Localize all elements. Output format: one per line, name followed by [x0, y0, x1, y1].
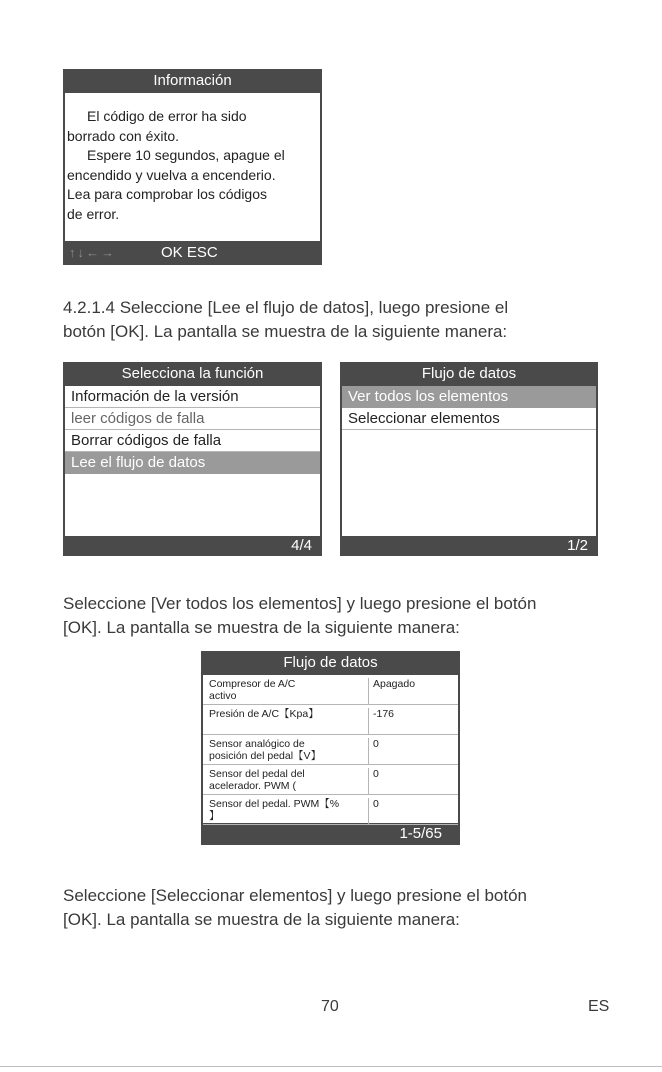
ok-esc-keys: OK ESC [161, 244, 218, 261]
info-line: El código de error ha sido [87, 108, 247, 124]
instruction-paragraph-2 [63, 592, 536, 640]
row-value: 0 [368, 738, 458, 764]
paragraph-line: Seleccione [Seleccionar elementos] y luego presione el botón [63, 886, 528, 905]
info-line: encendido y vuelva a encenderio. [67, 166, 276, 183]
info-screen-footer [63, 241, 322, 265]
info-screen-body [65, 93, 320, 241]
table-row[interactable] [203, 705, 458, 735]
menu-item-read-codes[interactable]: leer códigos de falla [65, 408, 320, 430]
row-value: 0 [368, 798, 458, 824]
menu-item-data-stream[interactable]: Lee el flujo de datos [65, 452, 320, 474]
paragraph-line: [OK]. La pantalla se muestra de la siguiente manera: [63, 618, 460, 637]
row-name [209, 678, 364, 702]
function-menu-page: 4/4 [291, 537, 312, 554]
row-name-line: Presión de A/C【Kpa】 [209, 708, 319, 720]
table-row[interactable] [203, 675, 458, 705]
instruction-paragraph-3 [63, 884, 527, 932]
row-name [209, 738, 364, 762]
row-value: Apagado [368, 678, 458, 704]
data-stream-table-screen [201, 651, 460, 845]
row-name-line: activo [209, 690, 237, 702]
function-menu-list [65, 386, 320, 536]
info-line: Lea para comprobar los códigos [67, 186, 268, 202]
data-stream-table [203, 675, 458, 823]
paragraph-line: 4.2.1.4 Seleccione [Lee el flujo de datos], luego presione el [63, 298, 509, 317]
data-stream-menu-screen [340, 362, 598, 556]
menu-item-version-info[interactable]: Información de la versión [65, 386, 320, 408]
row-name-line: Sensor del pedal. PWM【% [209, 798, 340, 810]
language-code: ES [588, 998, 610, 1015]
row-value: -176 [368, 708, 458, 734]
row-name [209, 798, 364, 822]
data-stream-menu-page: 1/2 [567, 537, 588, 554]
row-name-line: Sensor analógico de [209, 738, 305, 750]
data-stream-menu-title: Flujo de datos [421, 365, 517, 382]
data-stream-table-page: 1-5/65 [399, 825, 442, 842]
data-stream-menu-list [342, 386, 596, 536]
row-name-line: 】 [209, 810, 220, 822]
row-name-line: Compresor de A/C [209, 678, 296, 690]
info-line: de error. [67, 205, 120, 222]
paragraph-line: Seleccione [Ver todos los elementos] y luego presione el botón [63, 594, 537, 613]
info-line: borrado con éxito. [67, 127, 180, 144]
row-value: 0 [368, 768, 458, 794]
data-stream-table-title: Flujo de datos [283, 654, 378, 671]
row-name [209, 768, 364, 792]
row-name-line: acelerador. PWM ( [209, 780, 296, 792]
bottom-divider [0, 1066, 662, 1067]
function-menu-screen [63, 362, 322, 556]
instruction-paragraph-1 [63, 296, 508, 344]
table-row[interactable] [203, 765, 458, 795]
menu-item-select-items[interactable]: Seleccionar elementos [342, 408, 596, 430]
row-name [209, 708, 364, 720]
info-screen [63, 69, 322, 265]
paragraph-line: botón [OK]. La pantalla se muestra de la siguiente manera: [63, 322, 508, 341]
arrow-keys-icon: ↑↓←→ [69, 245, 116, 260]
row-name-line: Sensor del pedal del [209, 768, 305, 780]
table-row[interactable] [203, 795, 458, 825]
page-number: 70 [321, 998, 339, 1015]
info-screen-title: Información [153, 72, 232, 89]
row-name-line: posición del pedal【V】 [209, 750, 322, 762]
menu-item-erase-codes[interactable]: Borrar códigos de falla [65, 430, 320, 452]
menu-item-view-all[interactable]: Ver todos los elementos [342, 386, 596, 408]
table-row[interactable] [203, 735, 458, 765]
paragraph-line: [OK]. La pantalla se muestra de la siguiente manera: [63, 910, 460, 929]
info-line: Espere 10 segundos, apague el [87, 147, 285, 163]
function-menu-title: Selecciona la función [121, 365, 264, 382]
